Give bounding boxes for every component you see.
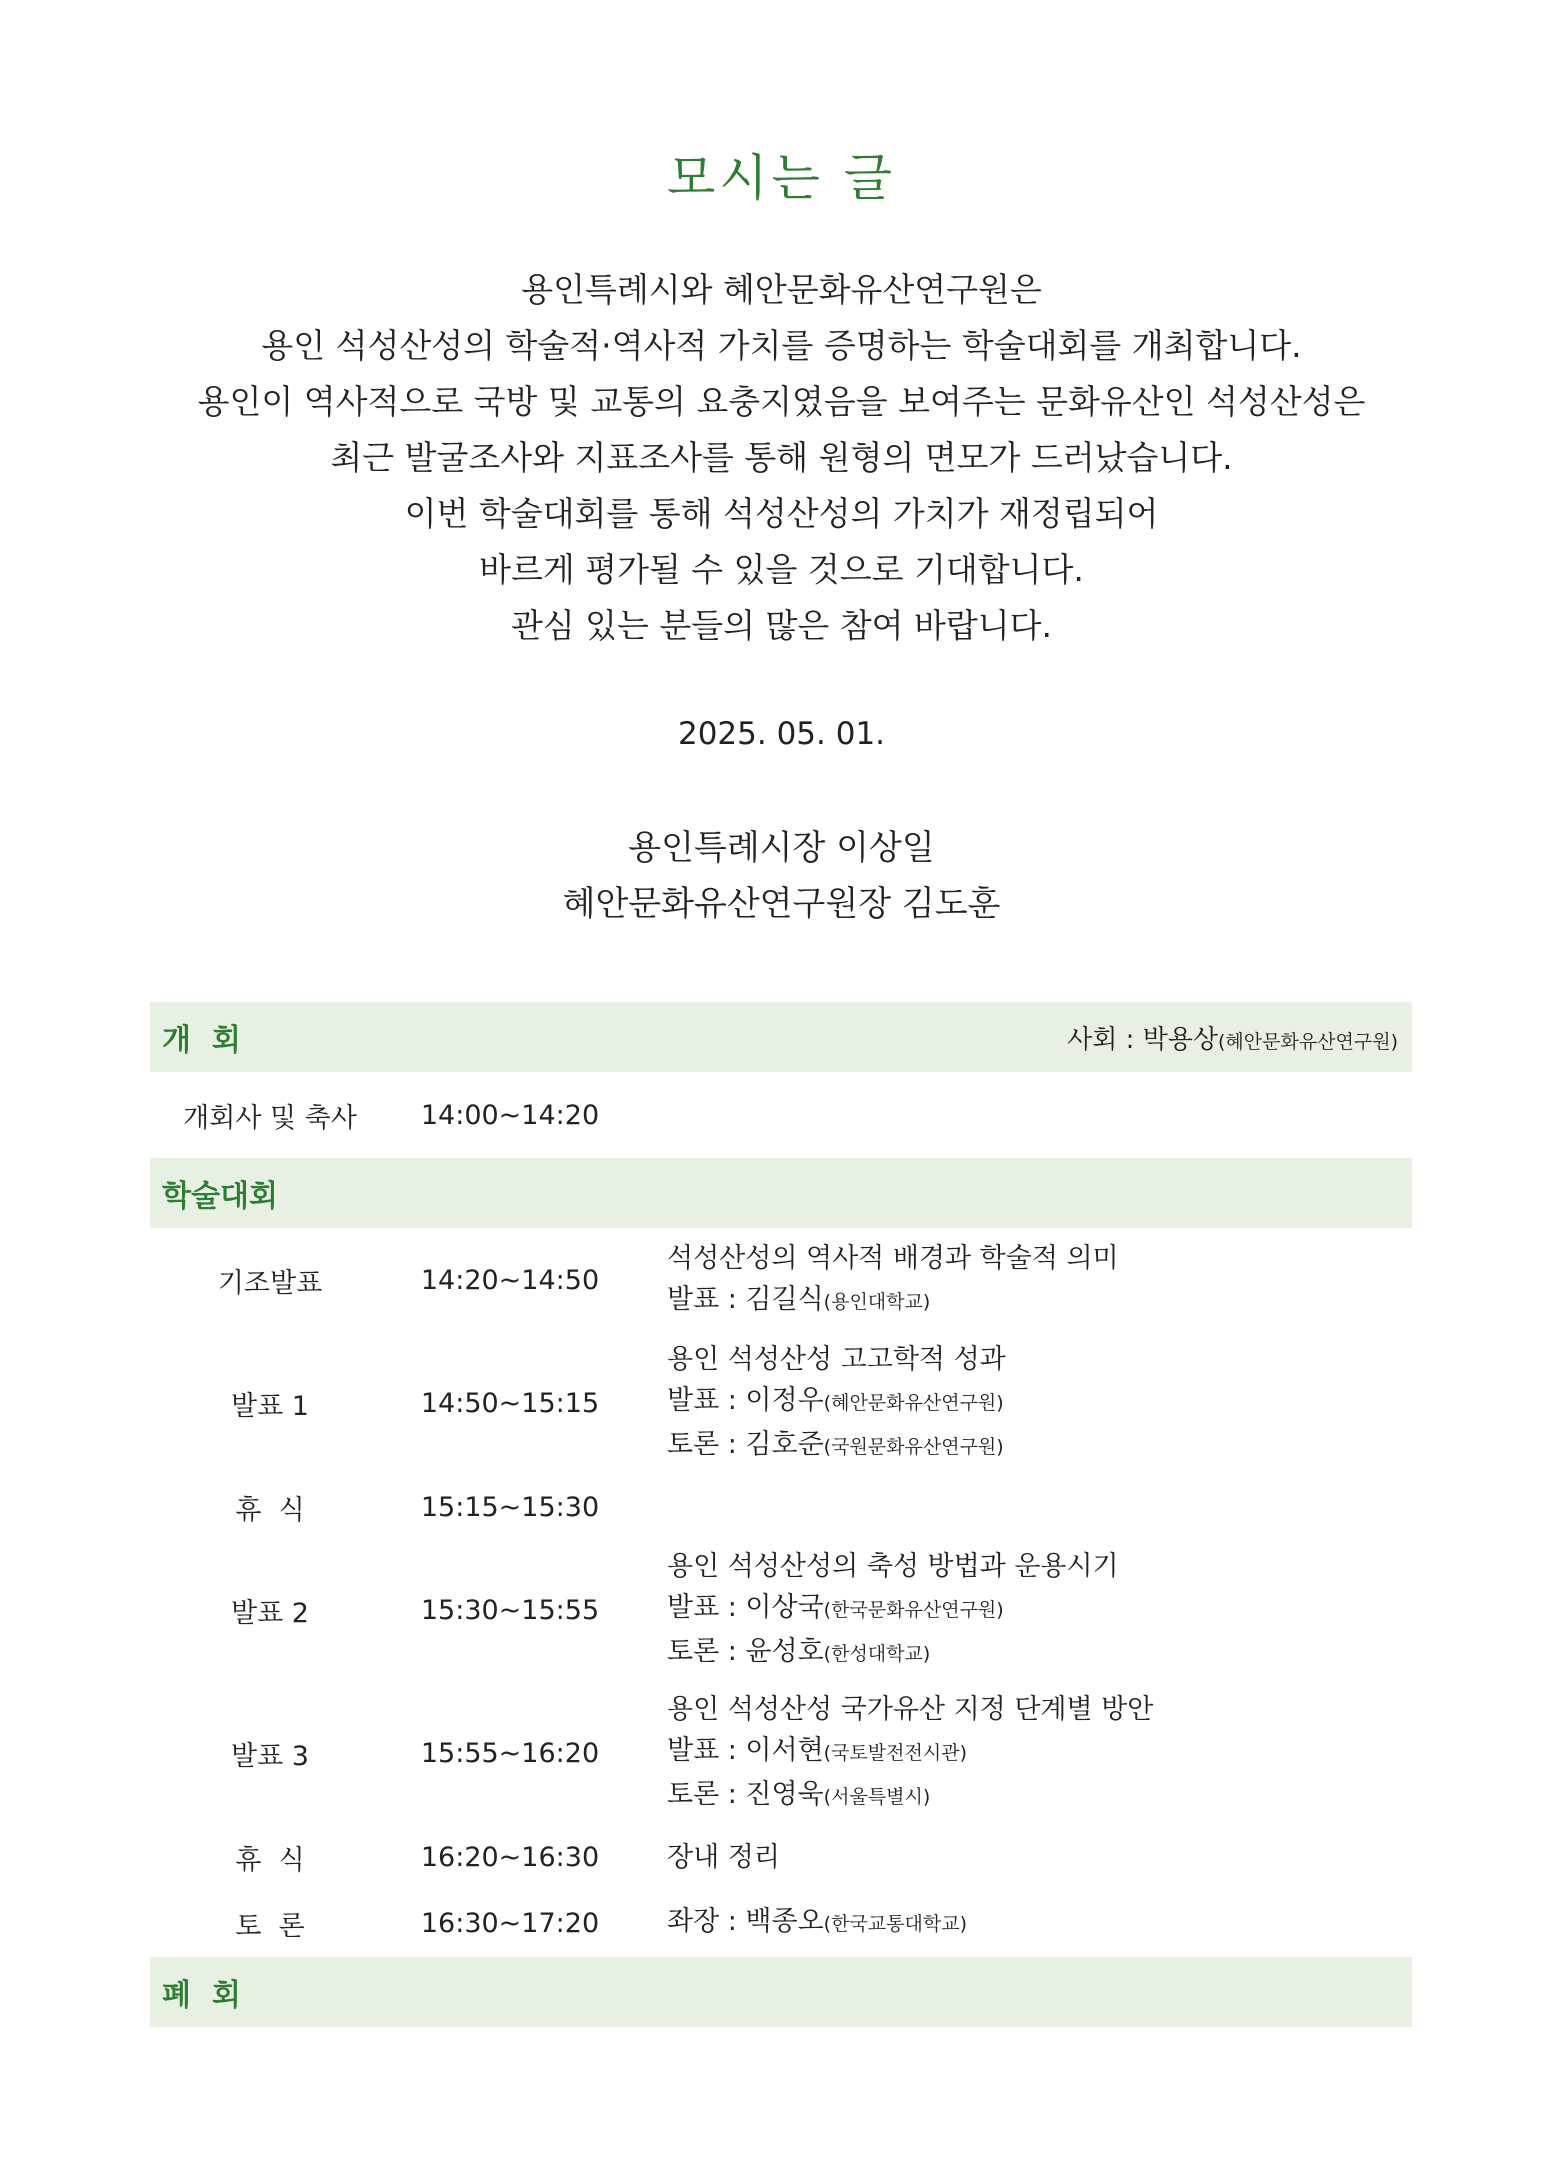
session-time: 16:30~17:20 <box>420 1907 600 1939</box>
moderator-label: 사회 : 박용상 <box>1067 1024 1218 1055</box>
session-topic: 용인 석성산성의 축성 방법과 운용시기 <box>667 1551 1119 1582</box>
presenter <box>667 1587 1119 1631</box>
table-row <box>150 1332 1412 1475</box>
table-row <box>150 1682 1412 1825</box>
body-line: 최근 발굴조사와 지표조사를 통해 원형의 면모가 드러났습니다. <box>330 438 1233 477</box>
section-closing <box>150 1957 1412 2027</box>
session-detail <box>667 1901 967 1945</box>
presenter-affiliation: (용인대학교) <box>823 1290 931 1313</box>
table-row <box>150 1228 1412 1332</box>
discussant <box>667 1424 1006 1468</box>
session-name: 발표 3 <box>231 1741 309 1772</box>
session-name: 기조발표 <box>217 1267 323 1299</box>
invitation-title: 모시는 글 <box>666 149 897 207</box>
presenter-name: 발표 : 이정우 <box>667 1385 824 1416</box>
section-closing-title: 폐 회 <box>162 1978 241 2013</box>
presenter-name: 발표 : 이서현 <box>667 1735 824 1766</box>
discussant-name: 토론 : 윤성호 <box>667 1636 824 1667</box>
session-time: 15:15~15:30 <box>420 1491 600 1523</box>
session-name: 발표 1 <box>231 1391 309 1422</box>
session-name: 개회사 및 축사 <box>183 1102 357 1134</box>
discussant-affiliation: (국원문화유산연구원) <box>823 1436 1004 1458</box>
session-time: 14:20~14:50 <box>420 1264 600 1296</box>
session-name: 토 론 <box>235 1910 305 1942</box>
body-line: 용인특례시와 혜안문화유산연구원은 <box>521 270 1042 309</box>
session-name: 휴 식 <box>235 1844 305 1876</box>
presenter <box>667 1380 1006 1424</box>
session-detail <box>667 1339 1006 1468</box>
table-row <box>150 1539 1412 1682</box>
presenter-affiliation: (국토발전전시관) <box>823 1742 967 1764</box>
session-time: 16:20~16:30 <box>420 1841 600 1873</box>
chair-affiliation: (한국교통대학교) <box>823 1913 967 1935</box>
section-opening <box>150 1002 1412 1072</box>
body-line: 관심 있는 분들의 많은 참여 바랍니다. <box>510 606 1053 645</box>
section-symposium-title: 학술대회 <box>162 1179 278 1214</box>
signers <box>0 820 1563 932</box>
session-detail <box>667 1837 780 1878</box>
session-name: 발표 2 <box>231 1598 309 1629</box>
signer-director: 혜안문화유산연구원장 김도훈 <box>562 884 1001 924</box>
session-topic: 석성산성의 역사적 배경과 학술적 의미 <box>667 1242 1119 1274</box>
table-row <box>150 1475 1412 1539</box>
section-symposium <box>150 1158 1412 1228</box>
body-line: 용인 석성산성의 학술적·역사적 가치를 증명하는 학술대회를 개최합니다. <box>261 326 1302 365</box>
presenter-name: 발표 : 김길식 <box>667 1283 824 1315</box>
chair <box>667 1901 967 1945</box>
presenter-affiliation: (한국문화유산연구원) <box>823 1599 1004 1621</box>
discussant-name: 토론 : 진영욱 <box>667 1779 824 1810</box>
session-detail <box>667 1689 1153 1818</box>
session-topic: 용인 석성산성 국가유산 지정 단계별 방안 <box>667 1694 1154 1725</box>
discussant-affiliation: (한성대학교) <box>823 1643 931 1665</box>
session-topic: 장내 정리 <box>667 1841 780 1873</box>
signer-mayor: 용인특례시장 이상일 <box>628 828 935 868</box>
body-line: 바르게 평가될 수 있을 것으로 기대합니다. <box>479 550 1084 589</box>
presenter <box>667 1279 1119 1323</box>
session-time: 15:30~15:55 <box>420 1595 600 1626</box>
discussant-affiliation: (서울특별시) <box>823 1786 931 1808</box>
presenter-name: 발표 : 이상국 <box>667 1592 824 1623</box>
session-name: 휴 식 <box>235 1494 305 1526</box>
session-time: 14:00~14:20 <box>420 1099 600 1131</box>
session-detail <box>667 1238 1119 1323</box>
section-opening-title: 개 회 <box>162 1023 241 1058</box>
chair-name: 좌장 : 백종오 <box>667 1906 824 1937</box>
session-time: 15:55~16:20 <box>420 1738 600 1769</box>
session-time: 14:50~15:15 <box>420 1388 600 1419</box>
moderator-affiliation: (혜안문화유산연구원) <box>1217 1030 1398 1053</box>
table-row <box>150 1072 1412 1158</box>
body-line: 이번 학술대회를 통해 석성산성의 가치가 재정립되어 <box>404 494 1159 533</box>
table-row <box>150 1825 1412 1889</box>
presenter <box>667 1730 1153 1774</box>
invitation-body <box>0 262 1563 654</box>
presenter-affiliation: (혜안문화유산연구원) <box>823 1392 1004 1414</box>
session-topic: 용인 석성산성 고고학적 성과 <box>667 1344 1006 1375</box>
body-line: 용인이 역사적으로 국방 및 교통의 요충지였음을 보여주는 문화유산인 석성산성은 <box>197 382 1366 421</box>
invitation-date: 2025. 05. 01. <box>677 716 886 752</box>
discussant <box>667 1631 1119 1675</box>
program-table <box>150 1002 1412 2027</box>
discussant <box>667 1774 1153 1818</box>
discussant-name: 토론 : 김호준 <box>667 1429 824 1460</box>
moderator <box>1067 1019 1398 1056</box>
session-detail <box>667 1546 1119 1675</box>
table-row <box>150 1889 1412 1957</box>
